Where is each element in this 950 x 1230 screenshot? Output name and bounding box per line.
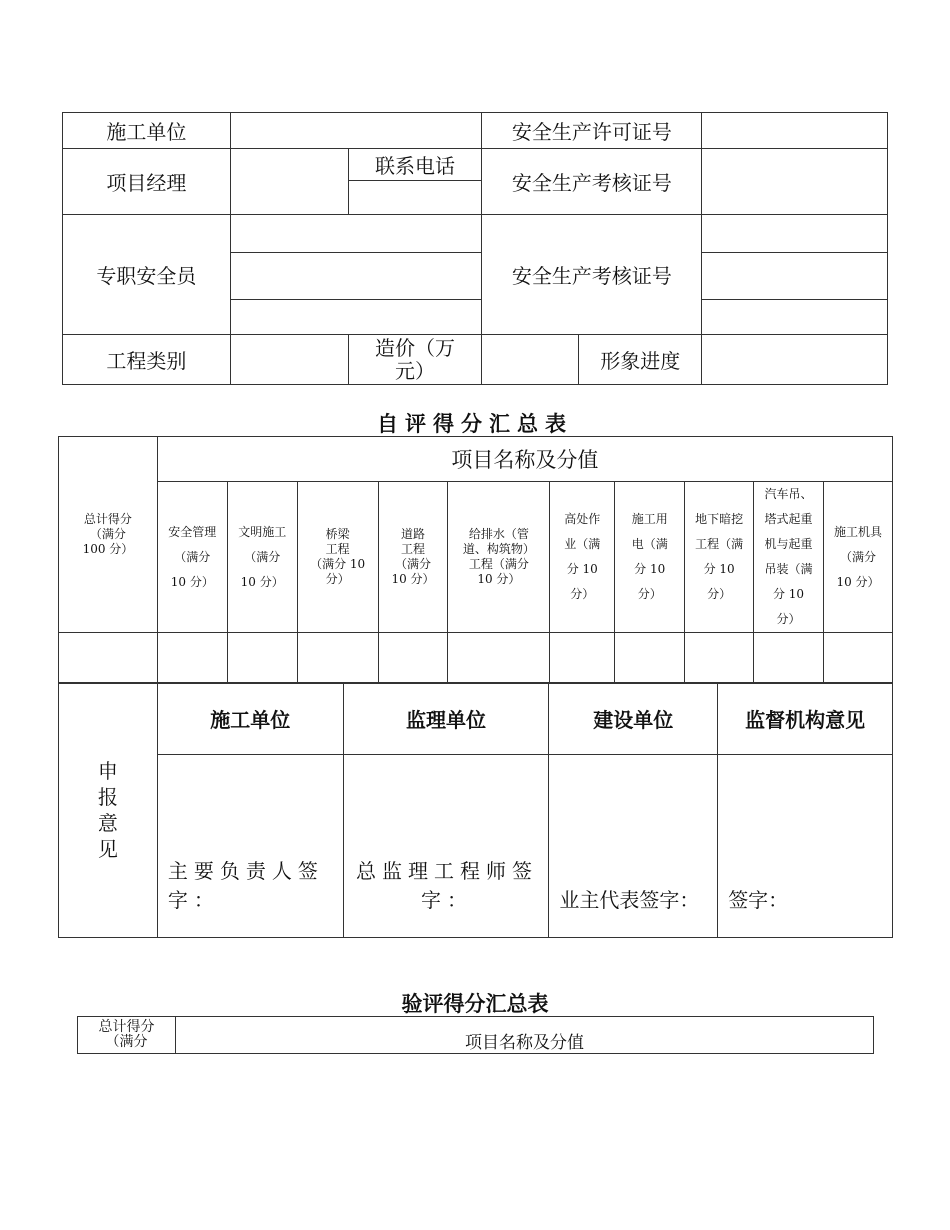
item-header-1-line: 安全管理 xyxy=(168,524,217,539)
item-header-9-line: 吊装（满 xyxy=(764,562,813,576)
project-category-value[interactable] xyxy=(230,335,348,385)
item-header-8-line: 工程（满 xyxy=(695,537,744,551)
item-header-4-line: （满分 xyxy=(395,557,432,571)
item-header-1-line: 10 分） xyxy=(170,574,214,589)
item-header-3-line: 工程 xyxy=(325,542,350,556)
item-header-5 xyxy=(448,482,550,633)
item-header-10 xyxy=(823,482,892,633)
construction-unit-value[interactable] xyxy=(230,113,482,149)
item-header-9 xyxy=(754,482,824,633)
item-header-3 xyxy=(297,482,378,633)
self-eval-total-line1: 总计得分 xyxy=(83,512,132,526)
acceptance-total-line2: （满分 xyxy=(105,1034,148,1050)
item-score-8[interactable] xyxy=(685,633,754,684)
safety-exam-value-2c[interactable] xyxy=(702,300,888,335)
acceptance-table xyxy=(77,1016,874,1054)
item-header-6-line: 分） xyxy=(570,587,595,601)
self-eval-score-row xyxy=(59,633,893,684)
safety-license-label: 安全生产许可证号 xyxy=(482,113,702,149)
org-construction-unit: 施工单位 xyxy=(157,683,343,755)
org-supervision-unit: 监理单位 xyxy=(343,683,549,755)
item-header-4 xyxy=(378,482,448,633)
cost-label-line2: 元） xyxy=(395,358,436,383)
item-header-10-line: 施工机具 xyxy=(833,524,882,539)
item-header-9-line: 分 10 xyxy=(772,587,805,601)
opinion-table xyxy=(58,682,893,938)
opinion-label-text: 申报意见 xyxy=(97,759,118,861)
cost-label xyxy=(348,335,482,385)
acceptance-total-line1: 总计得分 xyxy=(98,1019,155,1035)
opinion-label xyxy=(59,683,158,938)
self-eval-total-line3: 100 分） xyxy=(82,542,134,556)
sign-cell-2[interactable] xyxy=(343,755,549,938)
item-header-9-line: 汽车吊、 xyxy=(764,487,813,501)
sign-cell-1[interactable] xyxy=(157,755,343,938)
item-header-4-line: 道路 xyxy=(401,527,426,541)
safety-officer-value-1[interactable] xyxy=(230,215,482,253)
sign-text-4: 签字： xyxy=(728,888,789,912)
item-header-7 xyxy=(615,482,685,633)
item-header-10-line: （满分 xyxy=(839,549,876,564)
item-score-1[interactable] xyxy=(157,633,227,684)
item-header-10-line: 10 分） xyxy=(836,574,880,589)
safety-exam-label-1: 安全生产考核证号 xyxy=(482,149,702,215)
acceptance-total-header xyxy=(78,1017,176,1054)
item-header-6 xyxy=(550,482,615,633)
item-header-6-line: 业（满 xyxy=(564,537,601,551)
progress-label: 形象进度 xyxy=(579,335,702,385)
self-eval-title: 自评得分汇总表 xyxy=(377,411,573,436)
item-header-7-line: 电（满 xyxy=(631,537,668,551)
item-header-2-line: 10 分） xyxy=(240,574,284,589)
project-category-label: 工程类别 xyxy=(63,335,231,385)
cost-value[interactable] xyxy=(482,335,579,385)
safety-exam-value-2a[interactable] xyxy=(702,215,888,253)
cost-label-line1: 造价（万 xyxy=(375,335,456,360)
construction-unit-label: 施工单位 xyxy=(63,113,231,149)
org-regulator-opinion: 监督机构意见 xyxy=(718,683,893,755)
sign-text-2: 总监理工程师签字： xyxy=(356,859,539,912)
item-score-3[interactable] xyxy=(297,633,378,684)
item-header-8-line: 分 10 xyxy=(703,562,735,576)
item-header-6-line: 分 10 xyxy=(566,562,598,576)
progress-value[interactable] xyxy=(702,335,888,385)
item-header-3-line: 分） xyxy=(325,572,350,586)
item-score-9[interactable] xyxy=(754,633,824,684)
self-eval-total-score[interactable] xyxy=(59,633,158,684)
org-owner-unit: 建设单位 xyxy=(549,683,718,755)
safety-exam-value-1[interactable] xyxy=(702,149,888,215)
self-eval-item-header-row xyxy=(59,482,893,633)
item-header-2 xyxy=(227,482,297,633)
item-header-3-line: （满分 10 xyxy=(310,557,366,571)
acceptance-items-header-text: 项目名称及分值 xyxy=(464,1033,584,1053)
safety-officer-value-3[interactable] xyxy=(230,300,482,335)
item-score-7[interactable] xyxy=(615,633,685,684)
item-header-4-line: 工程 xyxy=(401,542,426,556)
project-manager-label: 项目经理 xyxy=(63,149,231,215)
item-score-6[interactable] xyxy=(550,633,615,684)
item-header-2-line: 文明施工 xyxy=(238,524,287,539)
safety-officer-label: 专职安全员 xyxy=(63,215,231,335)
sign-text-3: 业主代表签字： xyxy=(559,888,700,912)
item-score-4[interactable] xyxy=(378,633,448,684)
item-header-5-line: 给排水（管 xyxy=(468,527,529,541)
item-header-9-line: 塔式起重 xyxy=(764,512,813,526)
safety-exam-label-2: 安全生产考核证号 xyxy=(482,215,702,335)
project-manager-value[interactable] xyxy=(230,149,348,215)
item-header-3-line: 桥梁 xyxy=(325,527,350,541)
item-header-8 xyxy=(685,482,754,633)
contact-phone-label: 联系电话 xyxy=(348,149,482,181)
item-score-5[interactable] xyxy=(448,633,550,684)
sign-cell-3[interactable] xyxy=(549,755,718,938)
item-header-5-line: 10 分） xyxy=(477,572,521,586)
safety-officer-value-2[interactable] xyxy=(230,253,482,300)
item-header-9-line: 分） xyxy=(776,612,801,626)
item-header-9-line: 机与起重 xyxy=(764,537,813,551)
acceptance-items-header xyxy=(175,1017,873,1054)
item-score-10[interactable] xyxy=(823,633,892,684)
item-header-7-line: 分） xyxy=(637,587,662,601)
item-header-1 xyxy=(157,482,227,633)
safety-exam-value-2b[interactable] xyxy=(702,253,888,300)
sign-cell-4[interactable] xyxy=(718,755,893,938)
self-eval-items-header: 项目名称及分值 xyxy=(157,437,892,482)
item-header-7-line: 分 10 xyxy=(634,562,666,576)
item-header-2-line: （满分 xyxy=(244,549,281,564)
item-header-5-line: 道、构筑物） xyxy=(462,542,535,556)
item-header-4-line: 10 分） xyxy=(391,572,435,586)
sign-text-1: 主要负责人签字： xyxy=(167,859,324,912)
item-header-8-line: 地下暗挖 xyxy=(695,512,744,526)
project-info-table xyxy=(62,112,888,385)
item-header-1-line: （满分 xyxy=(174,549,211,564)
item-header-8-line: 分） xyxy=(707,587,732,601)
item-header-7-line: 施工用 xyxy=(631,512,668,526)
item-header-5-line: 工程（满分 xyxy=(468,557,529,571)
safety-license-value[interactable] xyxy=(702,113,888,149)
self-eval-total-line2: （满分 xyxy=(89,527,126,541)
self-eval-table xyxy=(58,436,893,684)
acceptance-title: 验评得分汇总表 xyxy=(401,991,549,1016)
item-score-2[interactable] xyxy=(227,633,297,684)
contact-phone-value[interactable] xyxy=(348,181,482,215)
item-header-6-line: 高处作 xyxy=(564,512,601,526)
self-eval-total-header xyxy=(59,437,158,633)
